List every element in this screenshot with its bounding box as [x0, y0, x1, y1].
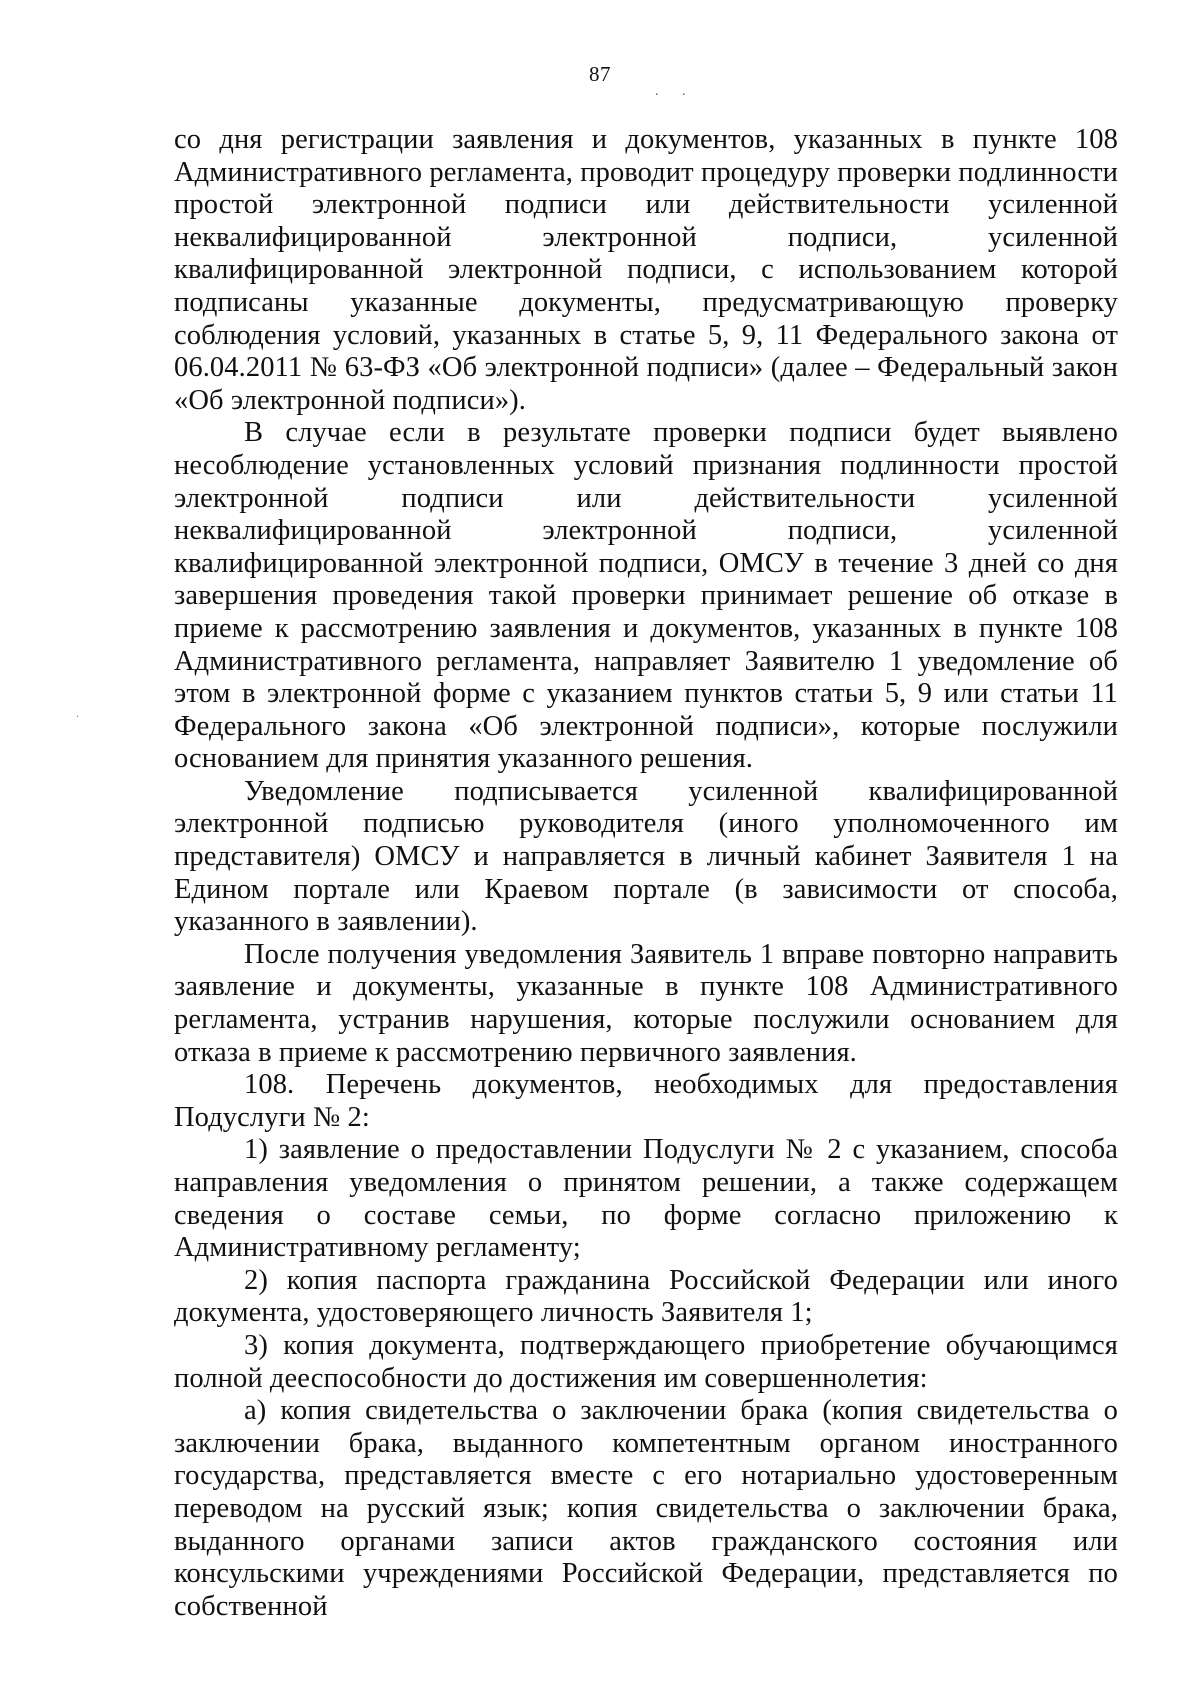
scan-artifact-dots: . .: [655, 84, 696, 99]
document-body: [174, 124, 1118, 1623]
margin-mark: .: [76, 706, 79, 720]
list-item-1-application: 1) заявление о предоставлении Подуслуги № 2 с указанием, способа направления уведомления о принятом решении, а также содержащем сведения о составе семьи, по форме согласно приложению к Административному регламенту;: [174, 1134, 1118, 1264]
paragraph-signature-check-failure: В случае если в результате проверки подписи будет выявлено несоблюдение установленных условий признания подлинности простой электронной подписи или действительности усиленной неквалифицированной электронной подписи, усиленной квалифицированной электронной подписи, ОМСУ в течение 3 дней со дня завершения проведения такой проверки принимает решение об отказе в приеме к рассмотрению заявления и документов, указанных в пункте 108 Административного регламента, направляет Заявителю 1 уведомление об этом в электронной форме с указанием пунктов статьи 5, 9 или статьи 11 Федерального закона «Об электронной подписи», которые послужили основанием для принятия указанного решения.: [174, 417, 1118, 775]
list-item-2-passport: 2) копия паспорта гражданина Российской Федерации или иного документа, удостоверяющего личность Заявителя 1;: [174, 1264, 1118, 1329]
list-item-a-marriage-certificate: а) копия свидетельства о заключении брака (копия свидетельства о заключении брака, выданного компетентным органом иностранного государства, представляется вместе с его нотариально удостоверенным переводом на русский язык; копия свидетельства о заключении брака, выданного органами записи актов гражданского состояния или консульскими учреждениями Российской Федерации, представляется по собственной: [174, 1395, 1118, 1622]
paragraph-notification-signing: Уведомление подписывается усиленной квалифицированной электронной подписью руководителя (иного уполномоченного им представителя) ОМСУ и направляется в личный кабинет Заявителя 1 на Едином портале или Краевом портале (в зависимости от способа, указанного в заявлении).: [174, 775, 1118, 938]
page-number: 87: [589, 62, 611, 86]
paragraph-section-108: 108. Перечень документов, необходимых для предоставления Подуслуги № 2:: [174, 1069, 1118, 1133]
list-item-3-capacity-document: 3) копия документа, подтверждающего приобретение обучающимся полной дееспособности до достижения им совершеннолетия:: [174, 1329, 1118, 1394]
paragraph-resubmission: После получения уведомления Заявитель 1 вправе повторно направить заявление и документы, указанные в пункте 108 Административного регламента, устранив нарушения, которые послужили основанием для отказа в приеме к рассмотрению первичного заявления.: [174, 938, 1118, 1068]
paragraph-continuation: со дня регистрации заявления и документов, указанных в пункте 108 Административного регламента, проводит процедуру проверки подлинности простой электронной подписи или действительности усиленной неквалифицированной электронной подписи, усиленной квалифицированной электронной подписи, с использованием которой подписаны указанные документы, предусматривающую проверку соблюдения условий, указанных в статье 5, 9, 11 Федерального закона от 06.04.2011 № 63-ФЗ «Об электронной подписи» (далее – Федеральный закон «Об электронной подписи»).: [174, 124, 1118, 416]
